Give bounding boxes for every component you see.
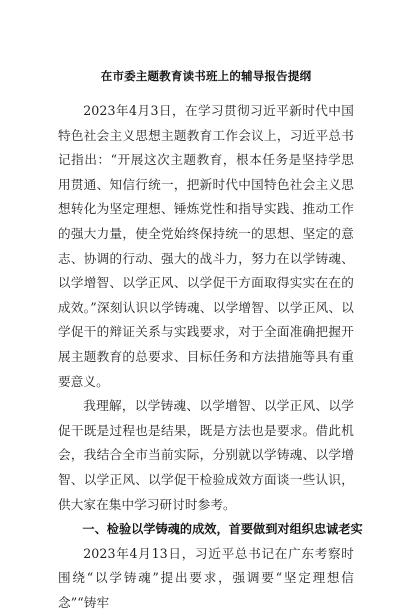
- paragraph-intro: 2023年4月3日，在学习贯彻习近平新时代中国特色社会主义思想主题教育工作会议上，习近平总书记指出：“开展这次主题教育，根本任务是坚持学思用贯通、知信行统一，把新时代中国特色社会主义思想转化为坚定理想、锤炼党性和指导实践、推动工作的强大力量，使全党始终保持统一的思想、坚定的意志、协调的行动、强大的战斗力，努力在以学铸魂、以学增智、以学正风、以学促干方面取得实实在在的成效。”深刻认识以学铸魂、以学增智、以学正风、以学促干的辩证关系与实践要求，对于全面准确把握开展主题教育的总要求、目标任务和方法措施等具有重要意义。: [58, 103, 354, 389]
- document-title: 在市委主题教育读书班上的辅导报告提纲: [100, 69, 312, 83]
- paragraph-understanding: 我理解，以学铸魂、以学增智、以学正风、以学促干既是过程也是结果，既是方法也是要求。借此机会，我结合全市当前实际，分别就以学铸魂、以学增智、以学正风、以学促干检验成效方面谈一些认识，供大家在集中学习研讨时参考。: [58, 398, 354, 512]
- section-heading-1: 一、检验以学铸魂的成效，首要做到对组织忠诚老实: [82, 522, 363, 537]
- paragraph-section-1: 2023年4月13日，习近平总书记在广东考察时围绕“以学铸魂”提出要求，强调要“坚定理想信念”“铸牢: [58, 545, 354, 610]
